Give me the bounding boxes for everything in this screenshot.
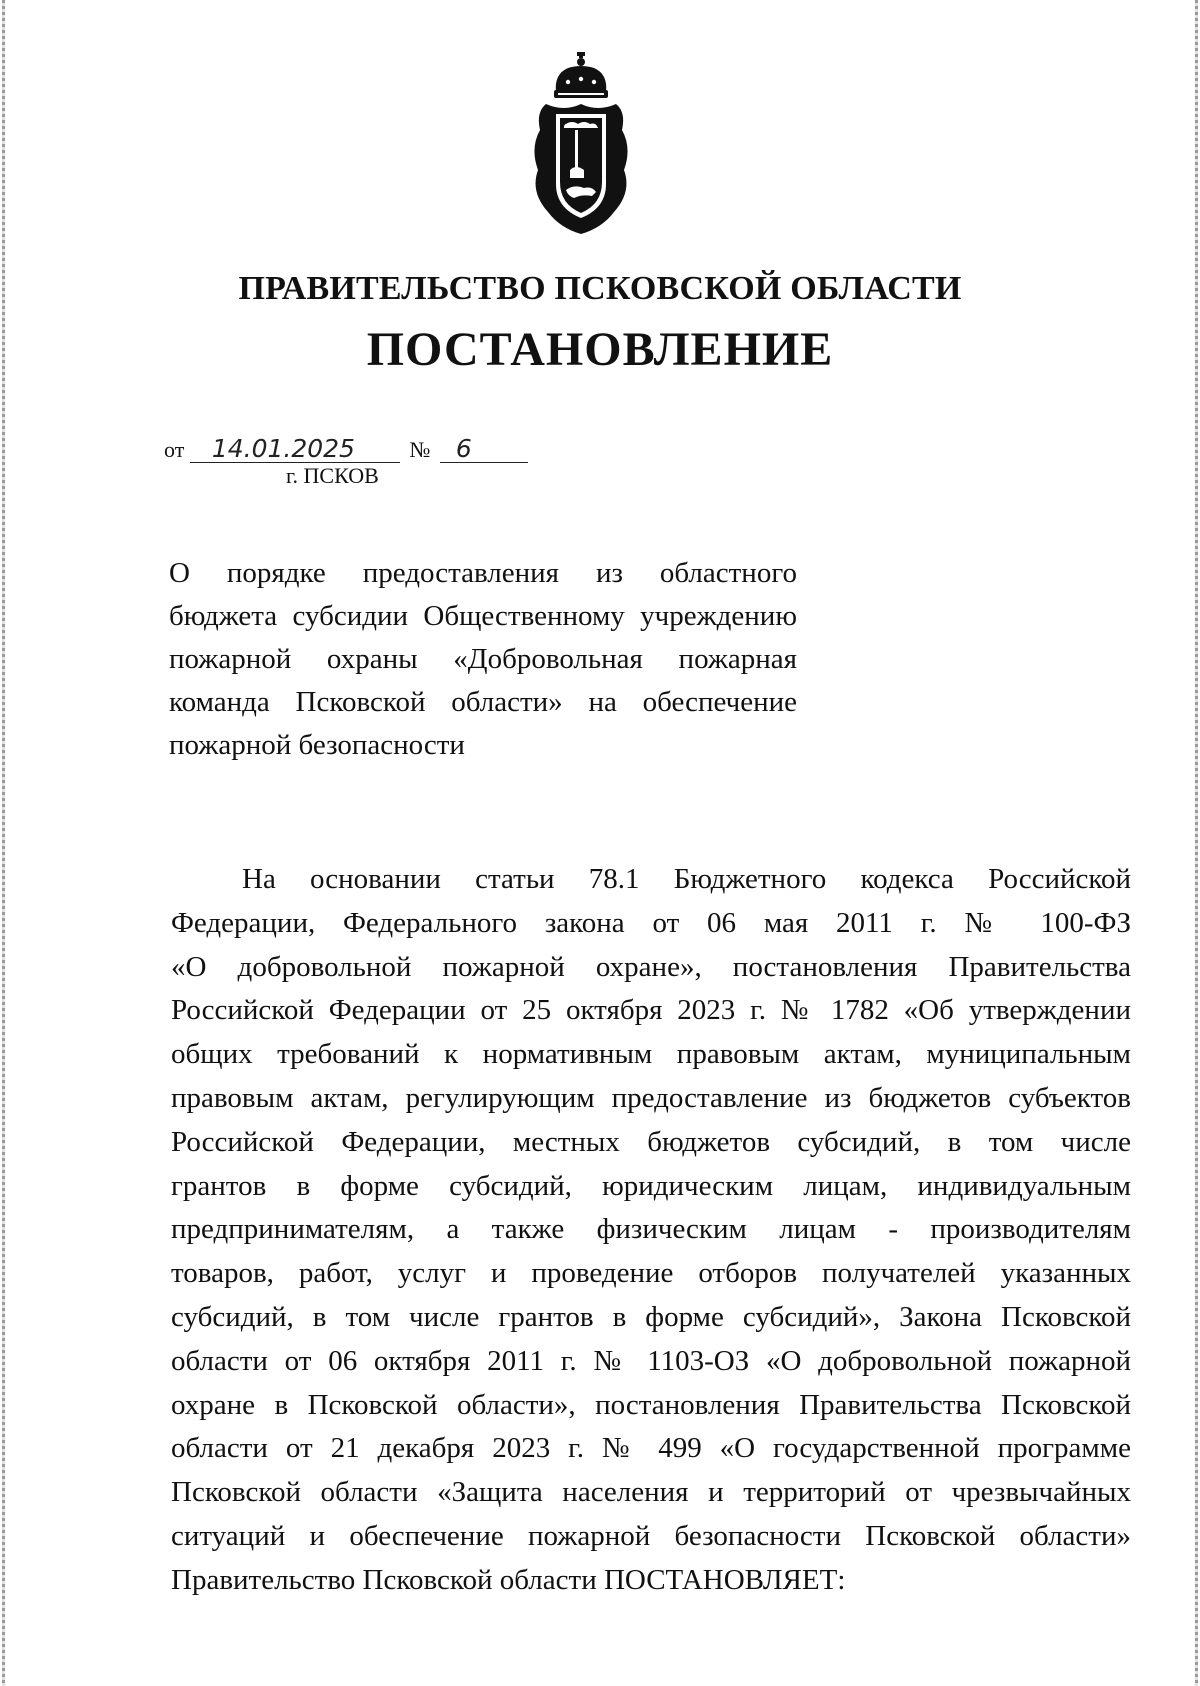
document-date: 14.01.2025 [190,436,400,463]
city-label: г. ПСКОВ [286,463,379,488]
body-line: «О добровольной пожарной охране», постановления Правительства [171,950,1131,983]
body-line: общих требований к нормативным правовым актам, муниципальным [171,1038,1131,1071]
document-number: 6 [440,436,528,463]
body-line: субсидий, в том числе грантов в форме субсидий», Закона Псковской [171,1300,1131,1333]
subject-line: бюджета субсидии Общественному учреждению [169,600,797,632]
subject-line: О порядке предоставления из областного [169,557,797,589]
body-line: предпринимателям, а также физическим лицам - производителям [171,1213,1131,1246]
government-title: ПРАВИТЕЛЬСТВО ПСКОВСКОЙ ОБЛАСТИ [238,270,962,307]
subject-line: пожарной безопасности [169,729,465,761]
scan-edge-right [1195,0,1198,1686]
number-label: № [409,437,431,462]
body-line: Правительство Псковской области ПОСТАНОВЛЯЕТ: [171,1563,846,1596]
body-line: На основании статьи 78.1 Бюджетного кодекса Российской [242,863,1131,895]
body-line: правовым актам, регулирующим предоставление из бюджетов субъектов [171,1081,1131,1114]
body-line: области от 21 декабря 2023 г. № 499 «О государственной программе [171,1432,1131,1465]
document-body [171,858,1131,1603]
body-line: охране в Псковской области», постановления Правительства Псковской [171,1388,1131,1421]
body-line: Российской Федерации, местных бюджетов субсидий, в том числе [171,1125,1131,1158]
date-label: от [164,437,185,462]
document-type-title: ПОСТАНОВЛЕНИЕ [366,323,834,376]
scan-edge-left [2,0,5,1686]
body-line: Псковской области «Защита населения и территорий от чрезвычайных [171,1476,1131,1509]
date-number-line [164,436,528,463]
body-line: Федерации, Федерального закона от 06 мая 2011 г. № 100-ФЗ [171,906,1131,939]
pskov-coat-of-arms-icon [526,52,636,242]
body-line: области от 06 октября 2011 г. № 1103-ОЗ «О добровольной пожарной [171,1344,1131,1377]
subject-line: команда Псковской области» на обеспечение [169,686,797,718]
body-line: Российской Федерации от 25 октября 2023 г. № 1782 «Об утверждении [171,994,1131,1027]
body-line: грантов в форме субсидий, юридическим лицам, индивидуальным [171,1169,1131,1202]
body-line: ситуаций и обеспечение пожарной безопасности Псковской области» [171,1519,1131,1552]
body-line: товаров, работ, услуг и проведение отборов получателей указанных [171,1257,1131,1290]
subject-line: пожарной охраны «Добровольная пожарная [169,643,797,675]
document-subject [169,552,797,767]
